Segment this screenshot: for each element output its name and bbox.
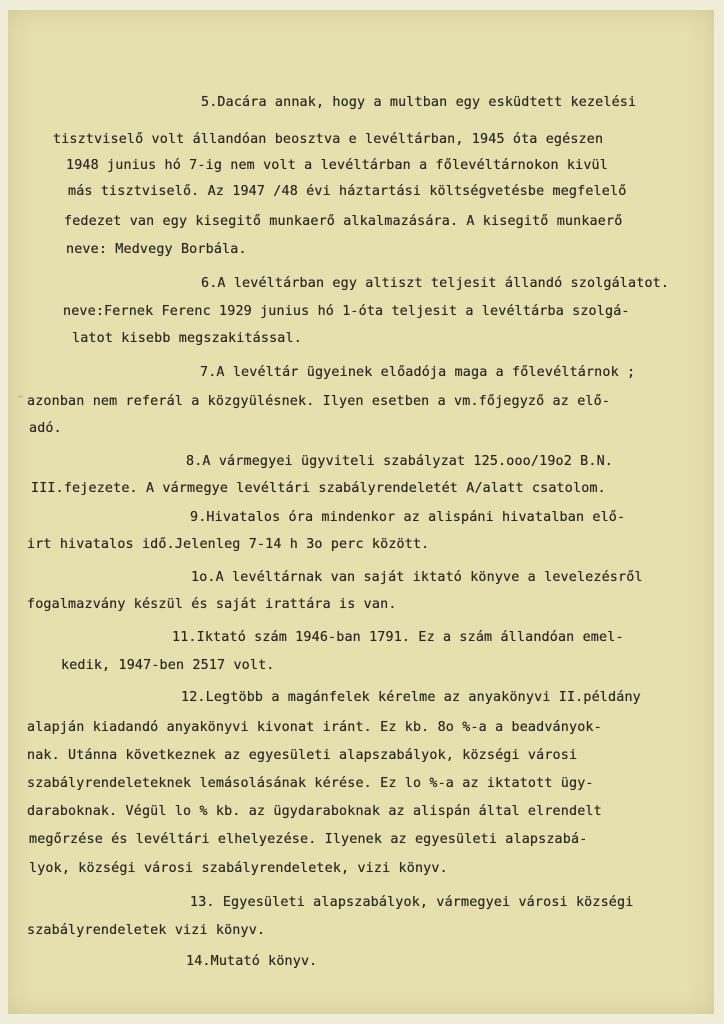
line-28: 13. Egyesületi alapszabályok, vármegyei városi községi (190, 895, 634, 910)
line-16: irt hivatalos idő.Jelenleg 7-14 h 3o perc között. (27, 537, 430, 552)
line-8: neve:Fernek Ferenc 1929 junius hó 1-óta teljesit a levéltárba szolgá- (63, 304, 630, 319)
line-30: 14.Mutató könyv. (186, 954, 318, 969)
line-24: szabályrendeleteknek lemásolásának kérése. Ez lo %-a az iktatott ügy- (27, 776, 594, 791)
line-14: III.fejezete. A vármegye levéltári szabályrendeletét A/alatt csatolom. (31, 481, 606, 496)
line-4: más tisztviselő. Az 1947 /48 évi háztartási költségvetésbe megfelelő (68, 184, 627, 199)
line-20: kedik, 1947-ben 2517 volt. (61, 658, 275, 673)
line-17: 1o.A levéltárnak van saját iktató könyve a levelezésről (191, 570, 643, 585)
line-9: latot kisebb megszakitással. (72, 331, 302, 346)
line-15: 9.Hivatalos óra mindenkor az alispáni hivatalban elő- (190, 510, 626, 525)
line-29: szabályrendeletek vizi könyv. (27, 923, 266, 938)
line-25: daraboknak. Végül lo % kb. az ügydaraboknak az alispán által elrendelt (27, 804, 602, 819)
punch-mark (18, 395, 23, 398)
line-2: tisztviselő volt állandóan beosztva e levéltárban, 1945 óta egészen (53, 132, 604, 147)
line-13: 8.A vármegyei ügyviteli szabályzat 125.ooo/19o2 B.N. (186, 454, 614, 469)
line-18: fogalmazvány készül és saját irattára is van. (27, 597, 397, 612)
line-5: fedezet van egy kisegitő munkaerő alkalmazására. A kisegitő munkaerő (64, 214, 623, 229)
line-10: 7.A levéltár ügyeinek előadója maga a főlevéltárnok ; (200, 365, 636, 380)
line-11: azonban nem referál a közgyülésnek. Ilyen esetben a vm.főjegyző az elő- (27, 394, 611, 409)
line-27: lyok, községi városi szabályrendeletek, vizi könyv. (29, 861, 448, 876)
line-12: adó. (29, 421, 62, 436)
line-26: megőrzése és levéltári elhelyezése. Ilyenek az egyesületi alapszabá- (29, 832, 588, 847)
line-6: neve: Medvegy Borbála. (66, 242, 247, 257)
line-1: 5.Dacára annak, hogy a multban egy esküdtett kezelési (201, 95, 637, 110)
document-page (8, 10, 714, 1014)
line-3: 1948 junius hó 7-ig nem volt a levéltárban a főlevéltárnokon kivül (66, 158, 608, 173)
line-7: 6.A levéltárban egy altiszt teljesit állandó szolgálatot. (201, 276, 670, 291)
line-23: nak. Utánna következnek az egyesületi alapszabályok, községi városi (27, 748, 578, 763)
line-22: alapján kiadandó anyakönyvi kivonat iránt. Ez kb. 8o %-a a beadványok- (27, 720, 602, 735)
line-21: 12.Legtöbb a magánfelek kérelme az anyakönyvi II.példány (181, 690, 641, 705)
line-19: 11.Iktató szám 1946-ban 1791. Ez a szám állandóan emel- (172, 630, 624, 645)
